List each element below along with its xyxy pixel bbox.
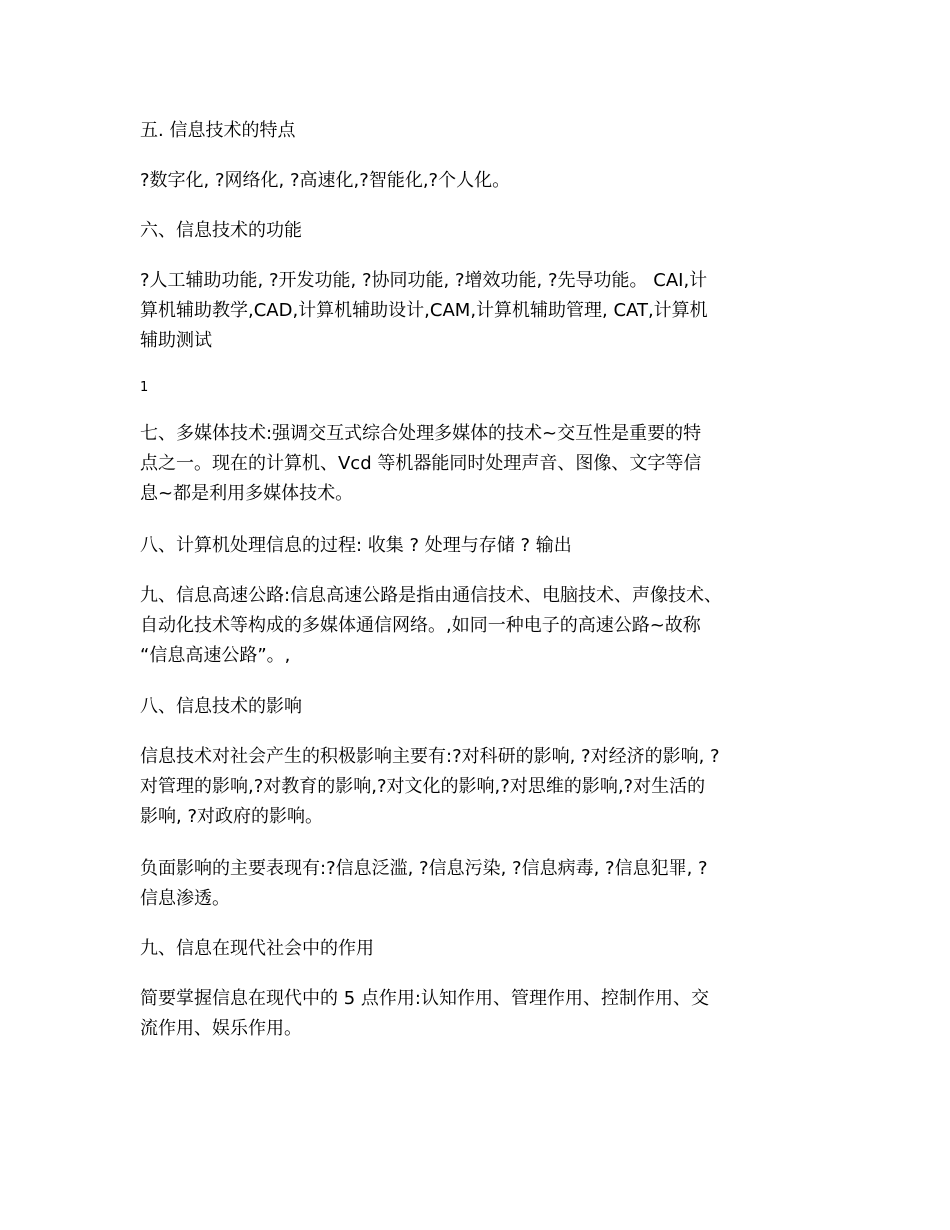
section-heading-impact bbox=[140, 692, 830, 722]
text-line: “信息高速公路”。, bbox=[140, 645, 291, 666]
text-line: 息~都是利用多媒体技术。 bbox=[140, 483, 354, 504]
text-line: 算机辅助教学,CAD,计算机辅助设计,CAM,计算机辅助管理, CAT,计算机 bbox=[140, 300, 708, 321]
text-line: 流作用、娱乐作用。 bbox=[140, 1018, 302, 1039]
text-line: 对管理的影响,?对教育的影响,?对文化的影响,?对思维的影响,?对生活的 bbox=[140, 776, 706, 797]
text-line: 六、信息技术的功能 bbox=[140, 220, 302, 241]
paragraph-negative-impact bbox=[140, 854, 830, 914]
text-line: 信息技术对社会产生的积极影响主要有:?对科研的影响, ?对经济的影响, ? bbox=[140, 746, 720, 767]
paragraph-positive-impact bbox=[140, 742, 830, 832]
text-line: 信息渗透。 bbox=[140, 888, 230, 909]
text-line: 1 bbox=[140, 380, 149, 395]
text-line: 八、计算机处理信息的过程: 收集 ? 处理与存储 ? 输出 bbox=[140, 535, 572, 556]
text-line: 五. 信息技术的特点 bbox=[140, 120, 296, 141]
text-line: 九、信息高速公路:信息高速公路是指由通信技术、电脑技术、声像技术、 bbox=[140, 585, 723, 606]
text-line: 九、信息在现代社会中的作用 bbox=[140, 938, 374, 959]
text-line: 自动化技术等构成的多媒体通信网络。,如同一种电子的高速公路~故称 bbox=[140, 615, 701, 636]
text-line: 八、信息技术的影响 bbox=[140, 696, 302, 717]
page-number bbox=[140, 379, 830, 397]
text-line: ?人工辅助功能, ?开发功能, ?协同功能, ?增效功能, ?先导功能。 CAI,计 bbox=[140, 270, 708, 291]
text-line: 点之一。现在的计算机、Vcd 等机器能同时处理声音、图像、文字等信 bbox=[140, 453, 702, 474]
paragraph-highway bbox=[140, 581, 830, 671]
text-line: 简要掌握信息在现代中的 5 点作用:认知作用、管理作用、控制作用、交 bbox=[140, 988, 709, 1009]
text-line: 负面影响的主要表现有:?信息泛滥, ?信息污染, ?信息病毒, ?信息犯罪, ? bbox=[140, 858, 708, 879]
text-line: 影响, ?对政府的影响。 bbox=[140, 806, 323, 827]
paragraph-multimedia bbox=[140, 419, 830, 509]
paragraph-functions bbox=[140, 266, 830, 356]
section-heading-6 bbox=[140, 216, 830, 246]
text-line: 辅助测试 bbox=[140, 330, 212, 351]
paragraph-processing bbox=[140, 531, 830, 561]
text-line: ?数字化, ?网络化, ?高速化,?智能化,?个人化。 bbox=[140, 170, 511, 191]
text-line: 七、多媒体技术:强调交互式综合处理多媒体的技术~交互性是重要的特 bbox=[140, 423, 702, 444]
paragraph-role bbox=[140, 984, 830, 1044]
paragraph-features bbox=[140, 166, 830, 196]
section-heading-role bbox=[140, 934, 830, 964]
section-heading-5 bbox=[140, 116, 830, 146]
